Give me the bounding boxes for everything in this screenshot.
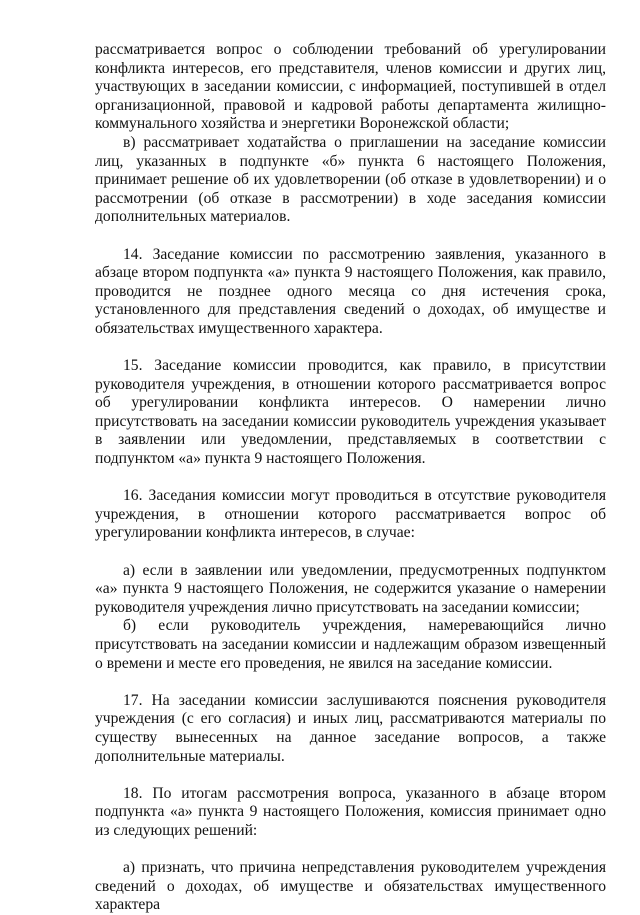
paragraph-18: 18. По итогам рассмотрения вопроса, указанного в абзаце втором подпункта «а» пункта 9 настоящего Положения, комиссия принимает одно из следующих решений: <box>95 784 606 839</box>
paragraph-gap <box>95 543 606 562</box>
paragraph-18a: а) признать, что причина непредставления руководителем учреждения сведений о доходах, об имуществе и обязательствах имущественного характера <box>95 859 606 914</box>
paragraph-gap <box>95 469 606 488</box>
paragraph-gap <box>95 673 606 692</box>
paragraph-16b: б) если руководитель учреждения, намеревающийся лично присутствовать на заседании комиссии и надлежащим образом извещенный о времени и месте его проведения, не явился на заседание комиссии. <box>95 617 606 672</box>
paragraph-14: 14. Заседание комиссии по рассмотрению заявления, указанного в абзаце втором подпункта «а» пункта 9 настоящего Положения, как правило, проводится не позднее одного месяца со дня истечения срока, установленного для представления сведений о доходах, об имуществе и обязательствах имущественного характера. <box>95 245 606 337</box>
paragraph-16a: а) если в заявлении или уведомлении, предусмотренных подпунктом «а» пункта 9 настоящего Положения, не содержится указание о намерении руководителя учреждения лично присутствовать на заседании комиссии; <box>95 561 606 616</box>
paragraph-16: 16. Заседания комиссии могут проводиться в отсутствие руководителя учреждения, в отношении которого рассматривается вопрос об урегулировании конфликта интересов, в случае: <box>95 487 606 542</box>
paragraph-gap <box>95 766 606 785</box>
paragraph-continuation: рассматривается вопрос о соблюдении требований об урегулировании конфликта интересов, его представителя, членов комиссии и других лиц, участвующих в заседании комиссии, с информацией, поступившей в отдел организационной, правовой и кадровой работы департамента жилищно-коммунального хозяйства и энергетики Воронежской области; <box>95 41 606 133</box>
paragraph-15: 15. Заседание комиссии проводится, как правило, в присутствии руководителя учреждения, в отношении которого рассматривается вопрос об урегулировании конфликта интересов. О намерении лично присутствовать на заседании комиссии руководитель учреждения указывает в заявлении или уведомлении, представляемых в соответствии с подпунктом «а» пункта 9 настоящего Положения. <box>95 357 606 468</box>
paragraph-gap <box>95 339 606 358</box>
paragraph-13v: в) рассматривает ходатайства о приглашении на заседание комиссии лиц, указанных в подпункте «б» пункта 6 настоящего Положения, принимает решение об их удовлетворении (об отказе в удовлетворении) и о рассмотрении (об отказе в рассмотрении) в ходе заседания комиссии дополнительных материалов. <box>95 133 606 226</box>
paragraph-gap <box>95 227 606 246</box>
paragraph-gap <box>95 841 606 860</box>
paragraph-17: 17. На заседании комиссии заслушиваются пояснения руководителя учреждения (с его согласия) и иных лиц, рассматриваются материалы по существу вынесенных на данное заседание вопросов, а также дополнительные материалы. <box>95 691 606 765</box>
